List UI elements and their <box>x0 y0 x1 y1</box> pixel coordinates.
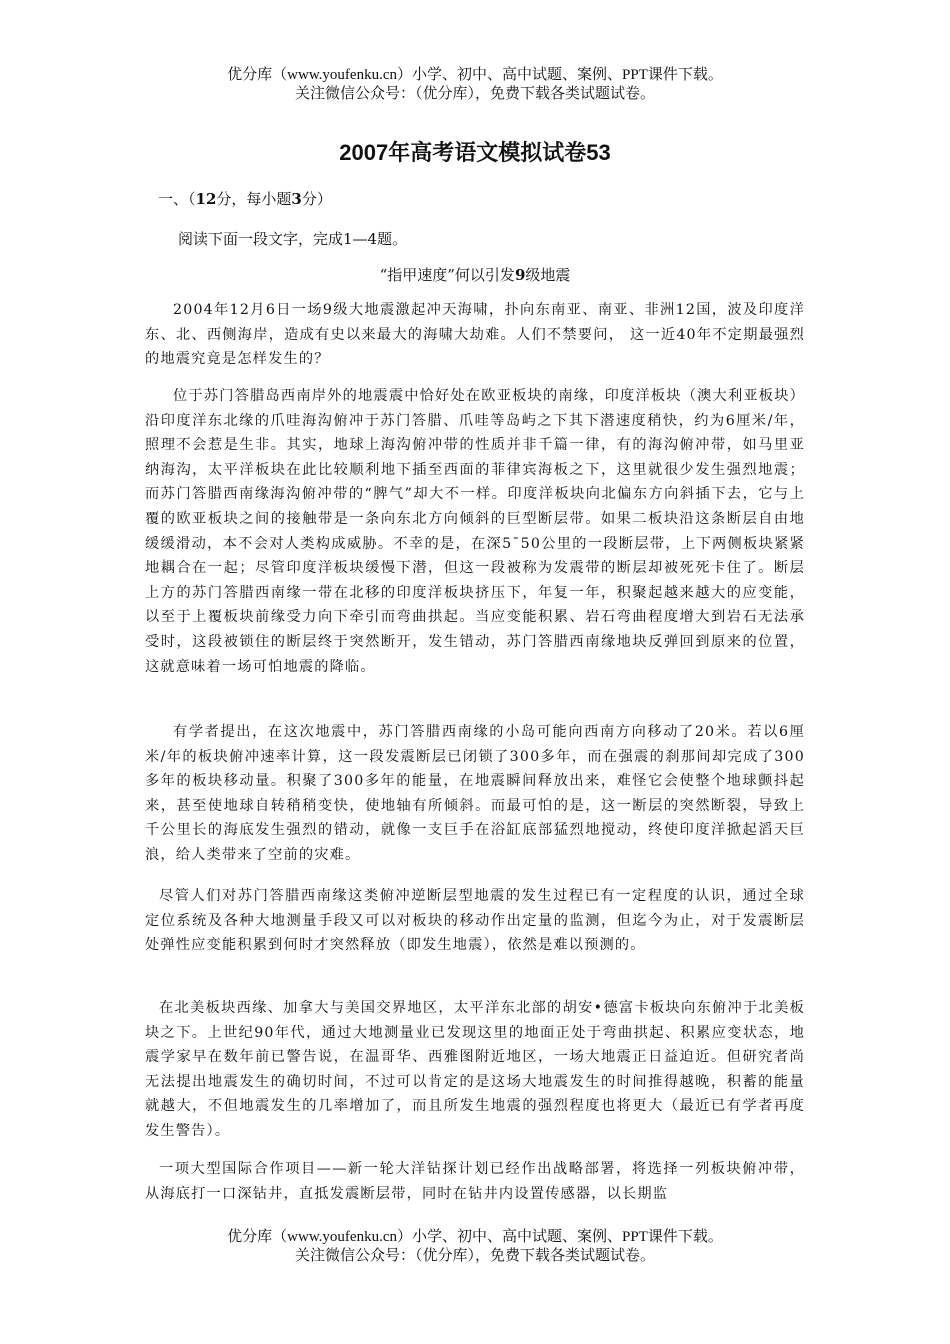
page-footer <box>0 1228 950 1266</box>
section-suffix: 分） <box>301 190 332 208</box>
article-title <box>0 264 950 285</box>
footer-line-1: 优分库（www.youfenku.cn）小学、初中、高中试题、案例、PPT课件下载。 <box>227 1229 723 1245</box>
footer-line-2: 关注微信公众号：（优分库），免费下载各类试题试卷。 <box>294 1248 655 1264</box>
paragraph-6: 一项大型国际合作项目——新一轮大洋钻探计划已经作出战略部署，将选择一列板块俯冲带，从海底打一口深钻井，直抵发震断层带，同时在钻井内设置传感器，以长期监 <box>145 1161 805 1202</box>
section-mid: 分，每小题 <box>216 190 292 208</box>
paragraph-4: 尽管人们对苏门答腊西南缘这类俯冲逆断层型地震的发生过程已有一定程度的认识，通过全球定位系统及各种大地测量手段又可以对板块的移动作出定量的监测，但迄今为止，对于发震断层处弹性应变能积累到何时才突然释放（即发生地震），依然是难以预测的。 <box>145 888 805 954</box>
document-title: 2007年高考语文模拟试卷53 <box>339 140 611 165</box>
header-line-1: 优分库（www.youfenku.cn）小学、初中、高中试题、案例、PPT课件下载。 <box>227 67 723 83</box>
article-title-pre: “指甲速度”何以引发 <box>379 266 515 284</box>
page-header <box>0 66 950 104</box>
article-title-number: 9 <box>514 266 526 284</box>
paragraph-3: 有学者提出，在这次地震中，苏门答腊西南缘的小岛可能向西南方向移动了20米。若以6厘米/年的板块俯冲速率计算，这一段发震断层已闭锁了300多年，而在强震的刹那间却完成了300多年的板块移动量。积聚了300多年的能量，在地震瞬间释放出来，难怪它会使整个地球颤抖起来，甚至使地球自转稍稍变快，使地轴有所倾斜。而最可怕的是，这一断层的突然断裂，导致上千公里长的海底发生强烈的错动，就像一支巨手在浴缸底部猛烈地搅动，终使印度洋掀起滔天巨浪，给人类带来了空前的灾难。 <box>145 724 805 863</box>
paragraph-1: 2004年12月6日一场9级大地震激起冲天海啸，扑向东南亚、南亚、非洲12国，波及印度洋东、北、西侧海岸，造成有史以来最大的海啸大劫难。人们不禁要问， 这一近40年不定期最强烈的地震究竟是怎样发生的？ <box>145 302 805 368</box>
section-prefix: 一、（ <box>158 190 196 208</box>
reading-instruction: 阅读下面一段文字，完成1—4题。 <box>178 230 408 248</box>
paragraph-2: 位于苏门答腊岛西南岸外的地震震中恰好处在欧亚板块的南缘，印度洋板块（澳大利亚板块）沿印度洋东北缘的爪哇海沟俯冲于苏门答腊、爪哇等岛屿之下其下潜速度稍快，约为6厘米/年，照理不会惹是生非。其实，地球上海沟俯冲带的性质并非千篇一律，有的海沟俯冲带，如马里亚纳海沟，太平洋板块在此比较顺利地下插至西面的菲律宾海板之下，这里就很少发生强烈地震；而苏门答腊西南缘海沟俯冲带的“脾气”却大不一样。印度洋板块向北偏东方向斜插下去，它与上覆的欧亚板块之间的接触带是一条向东北方向倾斜的巨型断层带。如果二板块沿这条断层自由地缓缓滑动，本不会对人类构成威胁。不幸的是，在深5¯50公里的一段断层带，上下两侧板块紧紧地耦合在一起；尽管印度洋板块缓慢下潜，但这一段被称为发震带的断层却被死死卡住了。断层上方的苏门答腊西南缘一带在北移的印度洋板块挤压下，年复一年，积聚起越来越大的应变能，以至于上覆板块前缘受力向下牵引而弯曲拱起。当应变能积累、岩石弯曲程度增大到岩石无法承受时，这段被锁住的断层终于突然断开，发生错动，苏门答腊西南缘地块反弹回到原来的位置，这就意味着一场可怕地震的降临。 <box>145 388 805 675</box>
article-title-post: 级地震 <box>525 266 571 284</box>
section-heading <box>158 188 332 209</box>
section-points: 12 <box>195 190 217 208</box>
section-each-points: 3 <box>291 190 302 208</box>
header-line-2: 关注微信公众号：（优分库），免费下载各类试题试卷。 <box>294 86 655 102</box>
paragraph-5: 在北美板块西缘、加拿大与美国交界地区，太平洋东北部的胡安•德富卡板块向东俯冲于北美板块之下。上世纪90年代，通过大地测量业已发现这里的地面正处于弯曲拱起、积累应变状态，地震学家早在数年前已警告说，在温哥华、西雅图附近地区，一场大地震正日益迫近。但研究者尚无法提出地震发生的确切时间，不过可以肯定的是这场大地震发生的时间推得越晚，积蓄的能量就越大，不但地震发生的几率增加了，而且所发生地震的强烈程度也将更大（最近已有学者再度发生警告）。 <box>145 1000 805 1139</box>
